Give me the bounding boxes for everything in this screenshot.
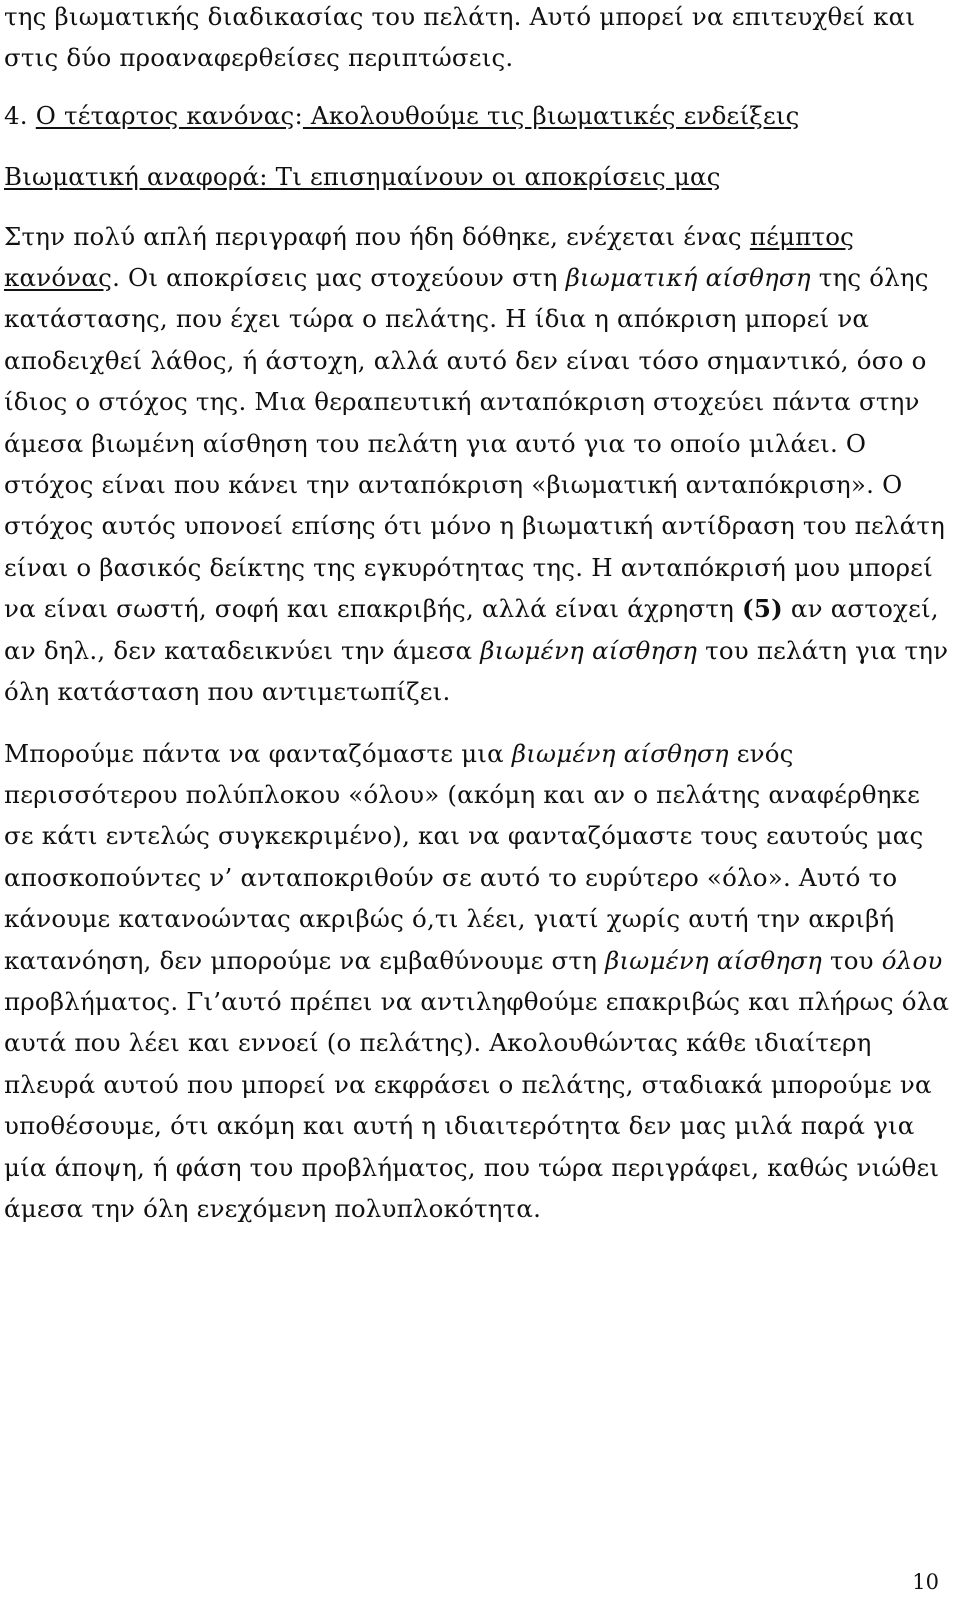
paragraph-main-intro: Στην πολύ απλή περιγραφή που ήδη δόθηκε, ενέχεται ένας (4, 221, 750, 251)
paragraph-main-text-4: του πελάτη για την όλη κατάσταση που αντιμετωπίζει. (4, 635, 949, 707)
paragraph-second-text-2: ενός περισσότερου πολύπλοκου «όλου» (ακόμη και αν ο πελάτης αναφέρθηκε σε κάτι εντελώς συγκεκριμένο), και να φανταζόμαστε τους εαυτούς μας αποσκοπούντες ν’ ανταποκριθούν σε αυτό το ευρύτερο «όλο». Αυτό το κάνουμε κατανοώντας ακριβώς ό,τι λέει, γιατί χωρίς αυτή την ακριβή κατανόηση, δεν μπορούμε να εμβαθύνουμε στη (4, 738, 924, 975)
emphasis-experiential-sense: βιωματική αίσθηση (565, 263, 811, 293)
paragraph-top (4, 0, 952, 79)
emphasis-whole: όλου (881, 945, 943, 975)
rule-four-number: 4. (4, 100, 36, 130)
paragraph-main (4, 216, 952, 713)
fifth-rule-link: πέμπτος κανόνας (4, 221, 855, 293)
paragraph-main-text-3: αν αστοχεί, αν δηλ., δεν καταδεικνύει την άμεσα (4, 594, 939, 665)
paragraph-second-text-3: του (821, 945, 882, 975)
paragraph-main-text-2: της όλης κατάστασης, που έχει τώρα ο πελάτης. Η ίδια η απόκριση μπορεί να αποδειχθεί λάθος, ή άστοχη, αλλά αυτό δεν είναι τόσο σημαντικό, όσο ο ίδιος ο στόχος της. Μια θεραπευτική ανταπόκριση στοχεύει πάντα στην άμεσα βιωμένη αίσθηση του πελάτη για αυτό για το οποίο μιλάει. Ο στόχος είναι που κάνει την ανταπόκριση «βιωματική ανταπόκριση». Ο στόχος αυτός υπονοεί επίσης ότι μόνο η βιωματική αντίδραση του πελάτη είναι ο βασικός δείκτης της εγκυρότητας της. Η ανταπόκρισή μου μπορεί να είναι σωστή, σοφή και επακριβής, αλλά είναι άχρηστη (4, 263, 945, 624)
page-number: 10 (912, 1570, 939, 1594)
rule-four-colon: : (294, 100, 303, 130)
emphasis-felt-sense-2: βιωμένη αίσθηση (605, 945, 822, 975)
rule-four-subtitle: Ακολουθούμε τις βιωματικές ενδείξεις (302, 100, 800, 130)
rule-four-heading (4, 95, 952, 136)
rule-four-title: Ο τέταρτος κανόνας (35, 100, 295, 130)
emphasis-felt-sense: βιωμένη αίσθηση (480, 635, 698, 665)
document-page (4, 0, 952, 1229)
paragraph-second-text-1: Μπορούμε πάντα να φανταζόμαστε μια (4, 738, 512, 768)
paragraph-second-text-4: προβλήματος. Γι’αυτό πρέπει να αντιληφθούμε επακριβώς και πλήρως όλα αυτά που λέει και εννοεί (ο πελάτης). Ακολουθώντας κάθε ιδιαίτερη πλευρά αυτού που μπορεί να εκφράσει ο πελάτης, σταδιακά μπορούμε να υποθέσουμε, ότι ακόμη και αυτή η ιδιαιτερότητα δεν μας μιλά παρά για μία άποψη, ή φάση του προβλήματος, που τώρα περιγράφει, καθώς νιώθει άμεσα την όλη ενεχόμενη πολυπλοκότητα. (4, 986, 950, 1223)
emphasis-felt-sense-1: βιωμένη αίσθηση (511, 738, 729, 768)
footnote-reference: (5) (742, 594, 783, 624)
section-heading: Βιωματική αναφορά: Τι επισημαίνουν οι αποκρίσεις μας (4, 162, 721, 192)
paragraph-second (4, 733, 952, 1230)
paragraph-top-text: της βιωματικής διαδικασίας του πελάτη. Αυτό μπορεί να επιτευχθεί και στις δύο προαναφερθείσες περιπτώσεις. (4, 2, 916, 73)
paragraph-main-text-1: . Οι αποκρίσεις μας στοχεύουν στη (112, 263, 566, 293)
